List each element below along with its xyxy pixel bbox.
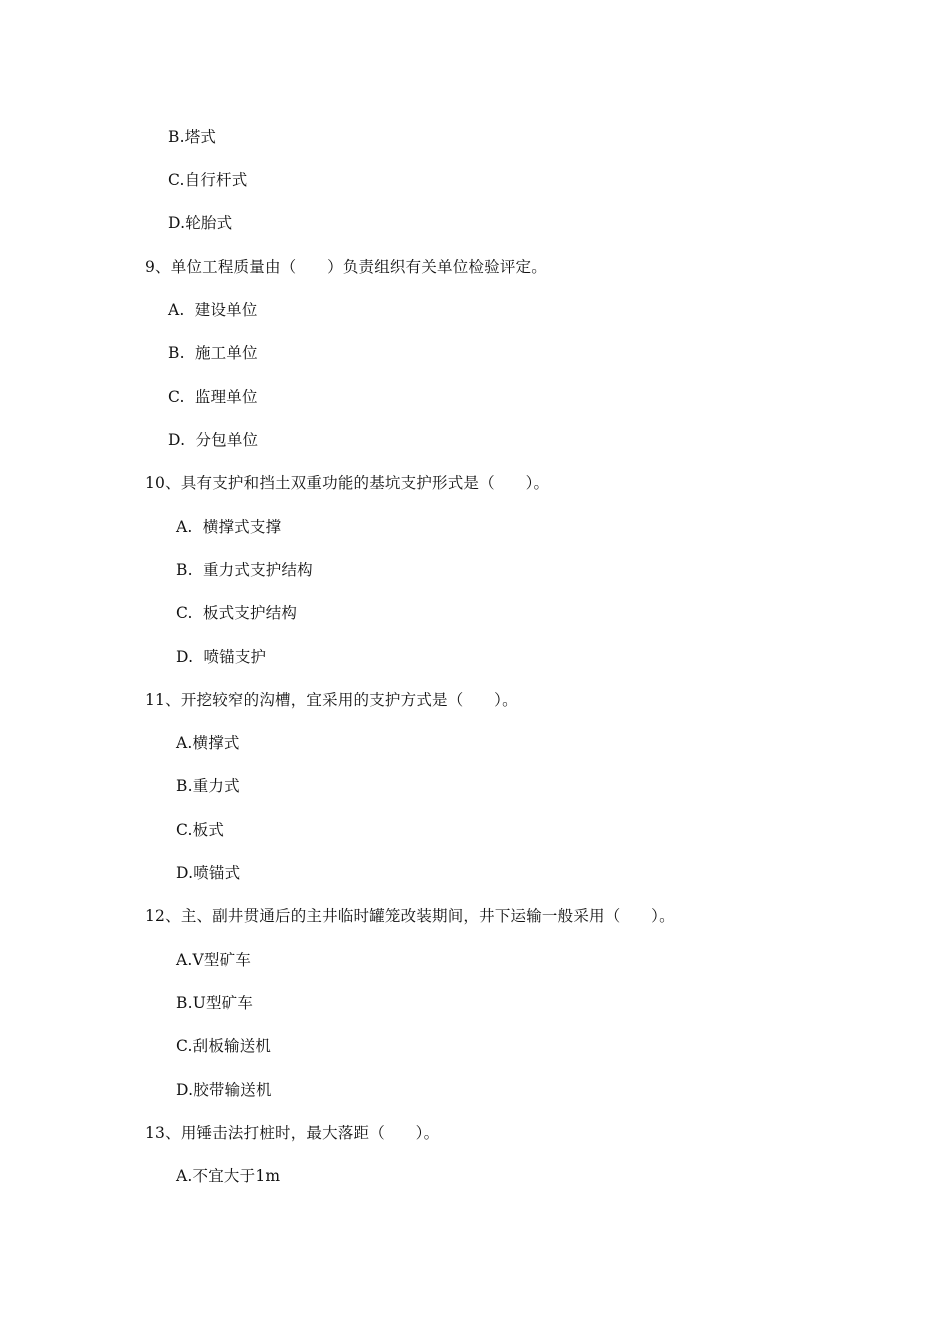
option-11d: D.喷锚式 bbox=[176, 864, 241, 882]
option-11b: B.重力式 bbox=[176, 777, 240, 795]
option-11c: C.板式 bbox=[176, 821, 225, 839]
option-13a: A.不宜大于1m bbox=[176, 1167, 281, 1185]
option-8b: B.塔式 bbox=[168, 128, 217, 146]
option-9a: A. 建设单位 bbox=[168, 301, 258, 319]
option-8c: C.自行杆式 bbox=[168, 171, 248, 189]
option-12a: A.V型矿车 bbox=[176, 951, 252, 969]
question-13: 13、用锤击法打桩时，最大落距（ ）。 bbox=[145, 1124, 440, 1142]
question-12: 12、主、副井贯通后的主井临时罐笼改装期间，井下运输一般采用（ ）。 bbox=[145, 907, 675, 925]
option-10a: A. 横撑式支撑 bbox=[176, 518, 282, 536]
option-12d: D.胶带输送机 bbox=[176, 1081, 272, 1099]
question-11: 11、开挖较窄的沟槽，宜采用的支护方式是（ ）。 bbox=[145, 691, 518, 709]
option-9c: C. 监理单位 bbox=[168, 388, 258, 406]
option-10c: C. 板式支护结构 bbox=[176, 604, 298, 622]
option-10d: D. 喷锚支护 bbox=[176, 648, 267, 666]
option-12b: B.U型矿车 bbox=[176, 994, 254, 1012]
option-9b: B. 施工单位 bbox=[168, 344, 258, 362]
option-9d: D. 分包单位 bbox=[168, 431, 259, 449]
question-10: 10、具有支护和挡土双重功能的基坑支护形式是（ ）。 bbox=[145, 474, 550, 492]
option-8d: D.轮胎式 bbox=[168, 214, 233, 232]
option-12c: C.刮板输送机 bbox=[176, 1037, 272, 1055]
option-10b: B. 重力式支护结构 bbox=[176, 561, 313, 579]
option-11a: A.横撑式 bbox=[176, 734, 240, 752]
question-9: 9、单位工程质量由（ ）负责组织有关单位检验评定。 bbox=[145, 258, 547, 276]
